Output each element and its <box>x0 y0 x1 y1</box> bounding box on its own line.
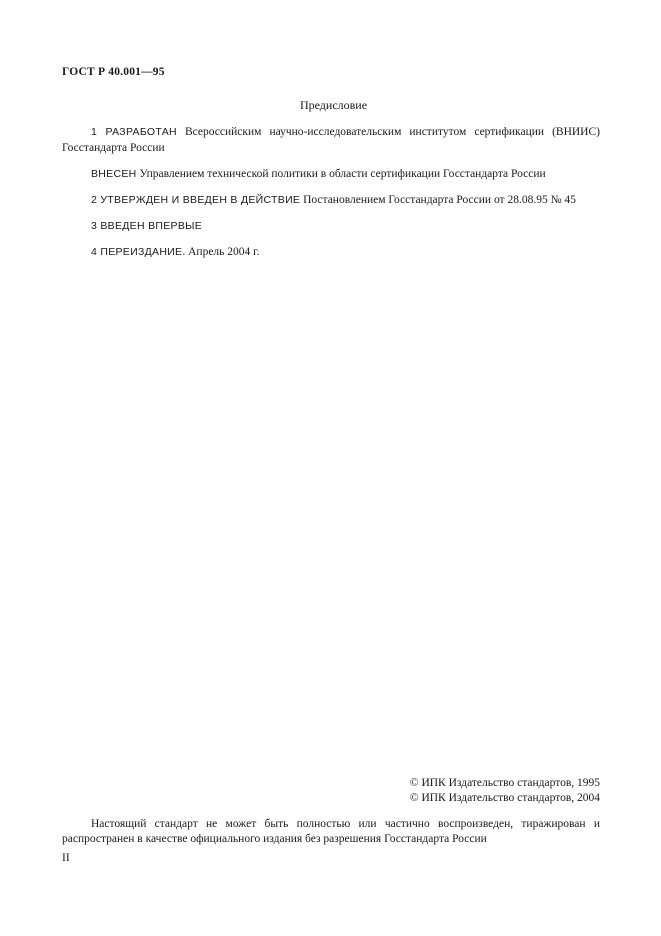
item-text: Всероссийским научно-исследовательским институтом сертификации (ВНИИС) Госстандарта России <box>62 126 600 154</box>
preface-item-reissue <box>62 244 600 260</box>
copyright-line: © ИПК Издательство стандартов, 2004 <box>409 792 600 804</box>
page-number: II <box>62 852 70 864</box>
preface-content <box>62 124 600 270</box>
copyright-block <box>410 776 600 806</box>
item-text: Управлением технической политики в области сертификации Госстандарта России <box>136 168 546 180</box>
item-prefix: 2 УТВЕРЖДЕН И ВВЕДЕН В ДЕЙСТВИЕ <box>91 194 301 206</box>
preface-item-developed <box>62 124 600 156</box>
preface-title: Предисловие <box>299 98 368 112</box>
item-prefix: 1 РАЗРАБОТАН <box>91 126 177 138</box>
preface-item-introduced <box>62 166 600 182</box>
preface-item-first-introduced <box>62 218 600 234</box>
item-text: Постановлением Госстандарта России от 28.08.95 № 45 <box>300 194 576 206</box>
item-prefix: 3 ВВЕДЕН ВПЕРВЫЕ <box>91 220 203 232</box>
item-text: . Апрель 2004 г. <box>182 246 260 258</box>
reproduction-notice: Настоящий стандарт не может быть полностью или частично воспроизведен, тиражирован и распространен в качестве официального издания без разрешения Госстандарта России <box>62 818 600 845</box>
item-prefix: 4 ПЕРЕИЗДАНИЕ <box>91 246 183 258</box>
preface-item-approved <box>62 192 600 208</box>
copyright-line: © ИПК Издательство стандартов, 1995 <box>409 777 600 789</box>
standard-code: ГОСТ Р 40.001—95 <box>62 66 165 78</box>
item-prefix: ВНЕСЕН <box>91 168 137 180</box>
